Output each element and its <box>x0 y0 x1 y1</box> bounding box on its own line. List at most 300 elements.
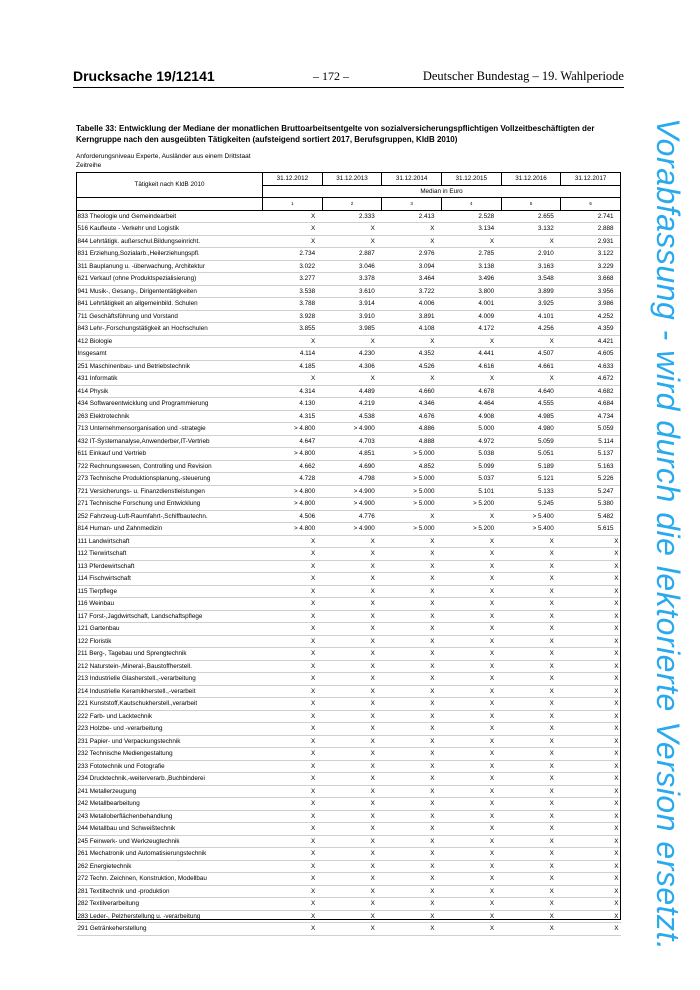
median-value: 4.682 <box>561 385 621 398</box>
median-value: X <box>382 923 442 936</box>
median-value: X <box>382 685 442 698</box>
median-value: 5.247 <box>561 485 621 498</box>
table-header-index <box>77 198 621 211</box>
watermark-text: Vorabfassung - wird durch die lektorierte Version ersetzt. <box>650 118 686 951</box>
median-value: X <box>382 623 442 636</box>
median-value: X <box>263 835 323 848</box>
table-row <box>77 398 621 411</box>
median-value: 4.678 <box>441 385 501 398</box>
median-value: X <box>501 873 561 886</box>
median-value: X <box>501 623 561 636</box>
median-value: 4.851 <box>322 448 382 461</box>
table-row <box>77 748 621 761</box>
median-value: X <box>501 748 561 761</box>
median-value: 5.000 <box>441 423 501 436</box>
median-value: 3.899 <box>501 285 561 298</box>
median-value: X <box>322 335 382 348</box>
table-row <box>77 910 621 923</box>
table-row <box>77 298 621 311</box>
median-value: 4.605 <box>561 348 621 361</box>
median-value: X <box>263 635 323 648</box>
median-value: 4.001 <box>441 298 501 311</box>
table-title: Tabelle 33: Entwicklung der Mediane der monatlichen Bruttoarbeitsentgelte von sozialversicherungspflichtigen Vollzeitbeschäftigten der Kerngruppe nach den ausgeübten Tätigkeiten (aufsteigend sortiert 2017, Berufsgruppen, KldB 2010) <box>76 124 595 144</box>
occupation-label: 234 Drucktechnik,-weiterverarb.,Buchbinderei <box>77 773 263 786</box>
median-value: 3.538 <box>263 285 323 298</box>
table-row <box>77 410 621 423</box>
median-value: X <box>501 848 561 861</box>
median-value: X <box>322 710 382 723</box>
median-value: X <box>263 685 323 698</box>
draft-watermark <box>646 118 686 951</box>
occupation-label: 261 Mechatronik und Automatisierungstechnik <box>77 848 263 861</box>
median-value: 4.172 <box>441 323 501 336</box>
median-value: X <box>322 698 382 711</box>
median-value: 4.555 <box>501 398 561 411</box>
median-value: X <box>322 910 382 923</box>
median-value: 5.615 <box>561 523 621 536</box>
table-row <box>77 360 621 373</box>
occupation-label: 231 Papier- und Verpackungstechnik <box>77 735 263 748</box>
median-value: X <box>322 798 382 811</box>
median-value: X <box>561 698 621 711</box>
median-value: X <box>561 823 621 836</box>
median-value: X <box>263 848 323 861</box>
median-value: 3.163 <box>501 260 561 273</box>
median-value: 4.009 <box>441 310 501 323</box>
table-body <box>77 210 621 935</box>
table-row <box>77 373 621 386</box>
median-value: X <box>441 635 501 648</box>
median-value: > 4.900 <box>322 485 382 498</box>
median-value: 5.037 <box>441 473 501 486</box>
page-number: – 172 – <box>313 69 349 83</box>
median-value: X <box>322 548 382 561</box>
median-value: X <box>382 748 442 761</box>
median-value: > 5.000 <box>382 523 442 536</box>
median-value: X <box>263 235 323 248</box>
median-value: > 5.200 <box>441 498 501 511</box>
median-value: X <box>322 223 382 236</box>
median-value: X <box>561 785 621 798</box>
table-subtitle <box>76 153 251 170</box>
median-value: X <box>501 573 561 586</box>
table-row <box>77 335 621 348</box>
median-value: 4.441 <box>441 348 501 361</box>
median-value: X <box>501 923 561 936</box>
table-row <box>77 248 621 261</box>
column-date: 31.12.2014 <box>382 173 442 186</box>
median-value: 3.985 <box>322 323 382 336</box>
median-value: X <box>382 848 442 861</box>
occupation-label: 814 Human- und Zahnmedizin <box>77 523 263 536</box>
median-value: X <box>501 898 561 911</box>
median-value: X <box>561 648 621 661</box>
median-value: X <box>382 673 442 686</box>
median-value: 4.006 <box>382 298 442 311</box>
column-index: 5 <box>501 198 561 211</box>
median-value: 2.741 <box>561 210 621 223</box>
median-value: X <box>441 823 501 836</box>
occupation-label: 713 Unternehmensorganisation und -strategie <box>77 423 263 436</box>
median-value: X <box>441 510 501 523</box>
median-value: X <box>501 598 561 611</box>
median-value: 3.855 <box>263 323 323 336</box>
occupation-label: 121 Gartenbau <box>77 623 263 636</box>
median-value: 3.986 <box>561 298 621 311</box>
median-value: X <box>501 710 561 723</box>
median-value: X <box>322 685 382 698</box>
median-value: X <box>441 773 501 786</box>
table-row <box>77 498 621 511</box>
median-value: 2.931 <box>561 235 621 248</box>
header-rule <box>73 87 624 88</box>
column-date: 31.12.2015 <box>441 173 501 186</box>
median-value: X <box>441 585 501 598</box>
median-value: 5.101 <box>441 485 501 498</box>
table-row <box>77 798 621 811</box>
median-value: 4.660 <box>382 385 442 398</box>
occupation-label: 432 IT-Systemanalyse,Anwenderber,IT-Vertrieb <box>77 435 263 448</box>
median-value: 4.506 <box>263 510 323 523</box>
median-value: X <box>441 598 501 611</box>
median-value: 5.114 <box>561 435 621 448</box>
median-value: X <box>263 548 323 561</box>
median-value: X <box>322 560 382 573</box>
median-value: X <box>501 560 561 573</box>
median-value: > 5.200 <box>441 523 501 536</box>
table-row <box>77 273 621 286</box>
median-value: X <box>382 548 442 561</box>
median-value: X <box>441 735 501 748</box>
median-value: X <box>263 335 323 348</box>
median-value: X <box>322 373 382 386</box>
median-value: 4.359 <box>561 323 621 336</box>
median-value: X <box>322 848 382 861</box>
occupation-label: 621 Verkauf (ohne Produktspezialisierung) <box>77 273 263 286</box>
occupation-label: 941 Musik-, Gesang-, Dirigententätigkeiten <box>77 285 263 298</box>
median-value: 4.672 <box>561 373 621 386</box>
median-value: X <box>382 598 442 611</box>
median-value: X <box>322 535 382 548</box>
median-value: 3.132 <box>501 223 561 236</box>
median-value: X <box>501 660 561 673</box>
median-value: 5.121 <box>501 473 561 486</box>
median-value: 3.914 <box>322 298 382 311</box>
median-value: X <box>561 910 621 923</box>
median-value: 4.728 <box>263 473 323 486</box>
median-value: X <box>441 235 501 248</box>
median-value: X <box>382 860 442 873</box>
occupation-label: 233 Fototechnik und Fotografie <box>77 760 263 773</box>
median-value: X <box>322 760 382 773</box>
median-value: 5.059 <box>561 423 621 436</box>
median-value: > 4.800 <box>263 485 323 498</box>
median-value: 5.482 <box>561 510 621 523</box>
median-value: 4.130 <box>263 398 323 411</box>
median-value: 5.133 <box>501 485 561 498</box>
median-value: X <box>322 748 382 761</box>
median-value: X <box>441 560 501 573</box>
table-row <box>77 710 621 723</box>
median-value: 4.464 <box>441 398 501 411</box>
median-value: X <box>561 735 621 748</box>
median-value: X <box>501 698 561 711</box>
median-value: X <box>501 548 561 561</box>
median-value: 4.776 <box>322 510 382 523</box>
median-value: > 4.800 <box>263 448 323 461</box>
median-value: X <box>322 923 382 936</box>
column-date: 31.12.2017 <box>561 173 621 186</box>
median-value: 5.059 <box>501 435 561 448</box>
median-value: 5.226 <box>561 473 621 486</box>
median-value: X <box>561 635 621 648</box>
median-value: X <box>382 635 442 648</box>
occupation-label: 311 Bauplanung u. -überwachung, Architektur <box>77 260 263 273</box>
doc-label: Drucksache 19/ <box>73 68 176 84</box>
occupation-label: 214 Industrielle Keramikherstell.,-verarbeit <box>77 685 263 698</box>
table-row <box>77 610 621 623</box>
median-value: 4.886 <box>382 423 442 436</box>
median-value: X <box>382 773 442 786</box>
document-reference <box>73 68 215 84</box>
median-value: X <box>382 510 442 523</box>
median-value: X <box>382 723 442 736</box>
median-value: X <box>382 885 442 898</box>
table-row <box>77 760 621 773</box>
median-value: X <box>561 560 621 573</box>
median-value: X <box>501 723 561 736</box>
table-row <box>77 773 621 786</box>
median-value: 4.314 <box>263 385 323 398</box>
median-value: 2.655 <box>501 210 561 223</box>
median-value: X <box>263 373 323 386</box>
table-row <box>77 660 621 673</box>
median-value: X <box>263 760 323 773</box>
median-value: X <box>382 735 442 748</box>
median-value: X <box>501 760 561 773</box>
doc-number: 12141 <box>175 68 215 84</box>
median-value: > 5.000 <box>382 448 442 461</box>
median-value: X <box>382 760 442 773</box>
median-value: X <box>441 835 501 848</box>
table-row <box>77 485 621 498</box>
median-value: X <box>322 723 382 736</box>
table-row <box>77 860 621 873</box>
median-value: X <box>263 798 323 811</box>
table-row <box>77 823 621 836</box>
median-value: X <box>322 885 382 898</box>
median-value: 3.134 <box>441 223 501 236</box>
occupation-label: 711 Geschäftsführung und Vorstand <box>77 310 263 323</box>
median-value: X <box>441 848 501 861</box>
column-date: 31.12.2012 <box>263 173 323 186</box>
median-value: X <box>263 560 323 573</box>
median-value: X <box>263 535 323 548</box>
median-value: X <box>561 673 621 686</box>
median-value: > 5.400 <box>501 523 561 536</box>
median-value: X <box>441 910 501 923</box>
institution-label: Deutscher Bundestag – 19. Wahlperiode <box>422 69 624 83</box>
table-row <box>77 835 621 848</box>
median-value: X <box>441 748 501 761</box>
median-value: X <box>441 760 501 773</box>
occupation-label: 611 Einkauf und Vertrieb <box>77 448 263 461</box>
median-value: X <box>561 873 621 886</box>
median-value: X <box>441 723 501 736</box>
occupation-label: 114 Fischwirtschaft <box>77 573 263 586</box>
occupation-label: 222 Farb- und Lacktechnik <box>77 710 263 723</box>
median-value: X <box>263 898 323 911</box>
occupation-label: 245 Feinwerk- und Werkzeugtechnik <box>77 835 263 848</box>
median-value: 4.489 <box>322 385 382 398</box>
median-value: 4.507 <box>501 348 561 361</box>
occupation-label: 112 Tierwirtschaft <box>77 548 263 561</box>
table-row <box>77 673 621 686</box>
median-value: X <box>322 773 382 786</box>
median-value: 4.526 <box>382 360 442 373</box>
table-row <box>77 898 621 911</box>
median-value: 5.099 <box>441 460 501 473</box>
median-value: X <box>501 785 561 798</box>
median-value: 3.548 <box>501 273 561 286</box>
occupation-label: 117 Forst-,Jagdwirtschaft, Landschaftspflege <box>77 610 263 623</box>
occupation-label: 243 Metalloberflächenbehandlung <box>77 810 263 823</box>
occupation-label: 232 Technische Mediengestaltung <box>77 748 263 761</box>
column-index: 6 <box>561 198 621 211</box>
median-value: X <box>501 835 561 848</box>
table-row <box>77 873 621 886</box>
median-value: 4.219 <box>322 398 382 411</box>
median-value: X <box>441 810 501 823</box>
median-value: X <box>441 648 501 661</box>
median-value: 4.703 <box>322 435 382 448</box>
median-value: X <box>263 860 323 873</box>
occupation-label: 434 Softwareentwicklung und Programmierung <box>77 398 263 411</box>
occupation-label: 223 Holzbe- und -verarbeitung <box>77 723 263 736</box>
table-row <box>77 223 621 236</box>
median-value: X <box>382 648 442 661</box>
median-value: 4.852 <box>382 460 442 473</box>
table-row <box>77 848 621 861</box>
table-row <box>77 623 621 636</box>
table-row <box>77 435 621 448</box>
median-value: > 4.800 <box>263 523 323 536</box>
median-value: X <box>263 223 323 236</box>
median-value: X <box>322 610 382 623</box>
occupation-label: 843 Lehr-,Forschungstätigkeit an Hochschulen <box>77 323 263 336</box>
median-value: X <box>561 810 621 823</box>
table-row <box>77 573 621 586</box>
median-value: 2.413 <box>382 210 442 223</box>
median-value: 2.333 <box>322 210 382 223</box>
table-row <box>77 423 621 436</box>
median-value: X <box>441 785 501 798</box>
median-value: X <box>263 810 323 823</box>
occupation-label: 262 Energietechnik <box>77 860 263 873</box>
median-value: X <box>322 623 382 636</box>
table-row <box>77 635 621 648</box>
median-value: 5.137 <box>561 448 621 461</box>
median-value: > 5.000 <box>382 498 442 511</box>
median-value: X <box>501 735 561 748</box>
occupation-label: 271 Technische Forschung und Entwicklung <box>77 498 263 511</box>
occupation-label: 412 Biologie <box>77 335 263 348</box>
table-row <box>77 510 621 523</box>
occupation-label: 221 Kunststoff,Kautschukherstell.,verarbeit <box>77 698 263 711</box>
median-value: 4.616 <box>441 360 501 373</box>
median-value: 2.734 <box>263 248 323 261</box>
median-value: 3.138 <box>441 260 501 273</box>
median-value: X <box>561 660 621 673</box>
median-value: X <box>441 623 501 636</box>
median-value: 4.972 <box>441 435 501 448</box>
median-value: 3.891 <box>382 310 442 323</box>
median-value: X <box>561 723 621 736</box>
median-value: 4.108 <box>382 323 442 336</box>
median-value: 2.887 <box>322 248 382 261</box>
median-value: X <box>263 873 323 886</box>
median-value: 2.976 <box>382 248 442 261</box>
median-value: 2.528 <box>441 210 501 223</box>
median-value: 4.352 <box>382 348 442 361</box>
median-value: 4.647 <box>263 435 323 448</box>
median-value: X <box>382 835 442 848</box>
median-value: X <box>501 685 561 698</box>
median-value: X <box>441 535 501 548</box>
table-header-dates <box>77 173 621 186</box>
median-value: 3.229 <box>561 260 621 273</box>
median-value: X <box>382 373 442 386</box>
median-value: 3.122 <box>561 248 621 261</box>
table-row <box>77 235 621 248</box>
median-value: X <box>382 810 442 823</box>
table-row <box>77 598 621 611</box>
median-value: 3.464 <box>382 273 442 286</box>
median-value: > 4.900 <box>322 523 382 536</box>
median-value: 4.676 <box>382 410 442 423</box>
median-value: 2.888 <box>561 223 621 236</box>
median-value: X <box>263 823 323 836</box>
median-value: X <box>263 885 323 898</box>
occupation-label: 516 Kaufleute - Verkehr und Logistik <box>77 223 263 236</box>
median-value: 3.800 <box>441 285 501 298</box>
median-value: 4.256 <box>501 323 561 336</box>
median-value: X <box>561 898 621 911</box>
median-value: X <box>322 823 382 836</box>
table-row <box>77 698 621 711</box>
median-value: 4.798 <box>322 473 382 486</box>
table-row <box>77 385 621 398</box>
median-value: X <box>322 648 382 661</box>
median-value: 3.046 <box>322 260 382 273</box>
median-value: X <box>561 773 621 786</box>
median-value: X <box>441 923 501 936</box>
table-row <box>77 810 621 823</box>
table-row <box>77 723 621 736</box>
median-value: 3.910 <box>322 310 382 323</box>
occupation-label: 242 Metallbearbeitung <box>77 798 263 811</box>
median-value: 3.722 <box>382 285 442 298</box>
median-value: 5.163 <box>561 460 621 473</box>
median-value: 4.252 <box>561 310 621 323</box>
occupation-label: 431 Informatik <box>77 373 263 386</box>
occupation-label: 291 Getränkeherstellung <box>77 923 263 936</box>
median-value: X <box>561 798 621 811</box>
median-value: X <box>322 898 382 911</box>
occupation-label: 115 Tierpflege <box>77 585 263 598</box>
median-value: X <box>561 860 621 873</box>
occupation-label: 272 Techn. Zeichnen, Konstruktion, Modellbau <box>77 873 263 886</box>
